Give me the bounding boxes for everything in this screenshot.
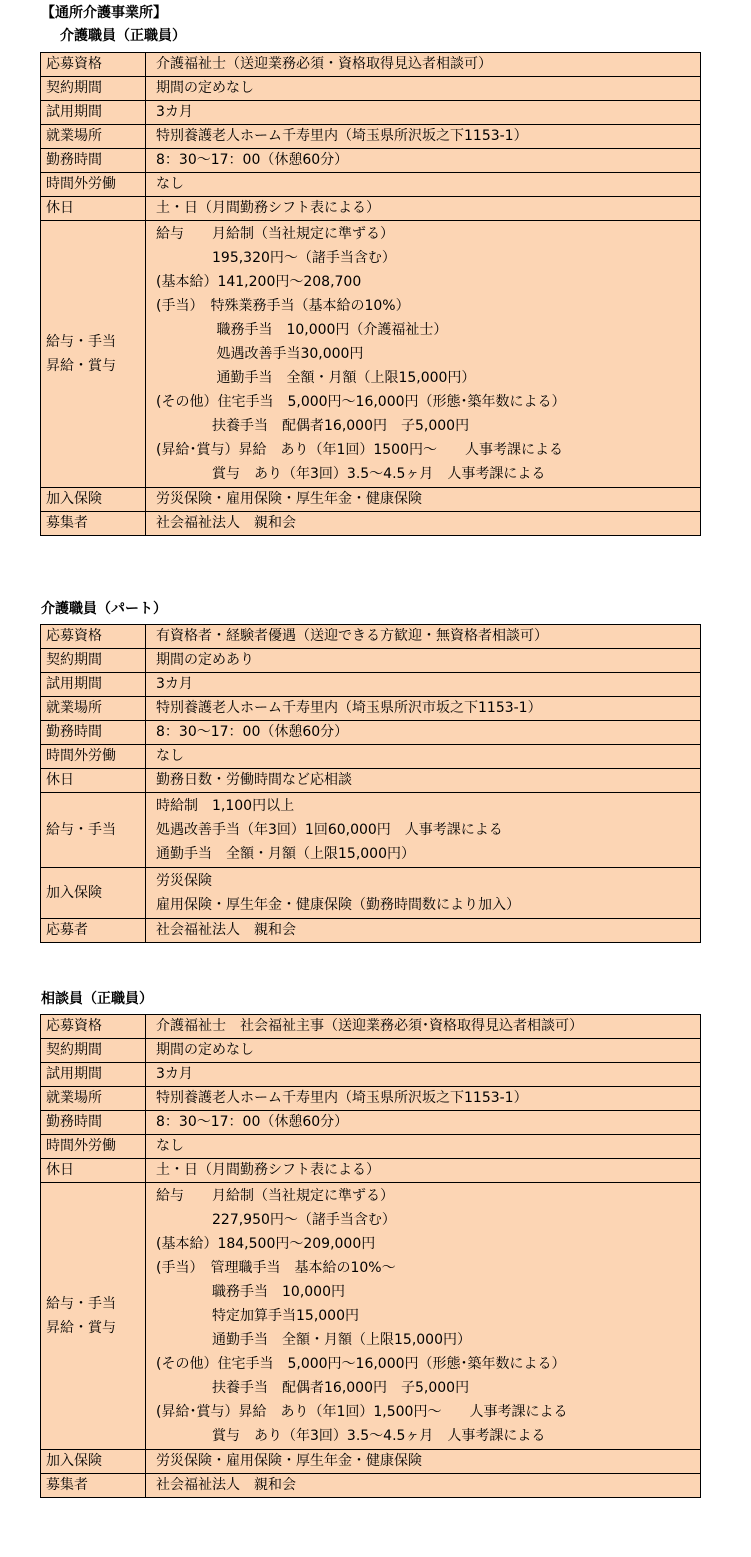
row-value: 8：30～17：00（休憩60分） (146, 1111, 701, 1135)
section-heading-counselor-fulltime: 相談員（正職員） (41, 991, 153, 1007)
row-label: 応募資格 (41, 625, 146, 649)
row-value: 労災保険・雇用保険・厚生年金・健康保険 (146, 488, 701, 512)
table-row (41, 769, 701, 793)
row-label (41, 221, 146, 488)
row-value: 社会福祉法人 親和会 (146, 919, 701, 943)
job-table-care-staff-fulltime (40, 52, 701, 536)
row-label: 試用期間 (41, 101, 146, 125)
pay-line: 処遇改善手当（年3回）1回60,000円 人事考課による (156, 822, 503, 838)
pay-line: (その他）住宅手当 5,000円～16,000円（形態･築年数による） (156, 1356, 566, 1372)
table-row (41, 1087, 701, 1111)
pay-line: 扶養手当 配偶者16,000円 子5,000円 (156, 1380, 470, 1396)
row-value: 特別養護老人ホーム千寿里内（埼玉県所沢坂之下1153-1） (146, 125, 701, 149)
row-label: 契約期間 (41, 1039, 146, 1063)
row-value: なし (146, 745, 701, 769)
table-row (41, 1063, 701, 1087)
row-label: 勤務時間 (41, 149, 146, 173)
pay-line: 賞与 あり（年3回）3.5～4.5ヶ月 人事考課による (156, 1428, 546, 1444)
row-value: 3カ月 (146, 673, 701, 697)
row-label: 勤務時間 (41, 1111, 146, 1135)
table-row (41, 697, 701, 721)
job-table-counselor-fulltime (40, 1014, 701, 1498)
table-row (41, 1159, 701, 1183)
table-row (41, 512, 701, 536)
pay-line: 227,950円～（諸手当含む） (156, 1212, 396, 1228)
row-label: 試用期間 (41, 1063, 146, 1087)
row-label: 時間外労働 (41, 1135, 146, 1159)
row-value: 期間の定めあり (146, 649, 701, 673)
pay-line: (手当） 管理職手当 基本給の10%～ (156, 1260, 396, 1276)
row-value: 社会福祉法人 親和会 (146, 512, 701, 536)
row-label: 勤務時間 (41, 721, 146, 745)
table-row (41, 101, 701, 125)
row-value (146, 221, 701, 488)
row-label: 契約期間 (41, 77, 146, 101)
row-value: 8：30～17：00（休憩60分） (146, 721, 701, 745)
row-value: 有資格者・経験者優遇（送迎できる方歓迎・無資格者相談可） (146, 625, 701, 649)
table-row (41, 1015, 701, 1039)
pay-line: 時給制 1,100円以上 (156, 798, 295, 814)
table-row (41, 197, 701, 221)
row-value: 勤務日数・労働時間など応相談 (146, 769, 701, 793)
row-value: 3カ月 (146, 101, 701, 125)
pay-line: 給与 月給制（当社規定に準ずる） (156, 226, 394, 242)
pay-line: (手当） 特殊業務手当（基本給の10%） (156, 298, 410, 314)
pay-line: (基本給）184,500円～209,000円 (156, 1236, 376, 1252)
row-label-line: 給与・手当 (46, 334, 116, 350)
row-value: 特別養護老人ホーム千寿里内（埼玉県所沢市坂之下1153-1） (146, 697, 701, 721)
page-title: 【通所介護事業所】 (41, 5, 167, 21)
row-label: 加入保険 (41, 488, 146, 512)
table-row (41, 1135, 701, 1159)
row-value: 3カ月 (146, 1063, 701, 1087)
row-value: 8：30～17：00（休憩60分） (146, 149, 701, 173)
pay-line: 処遇改善手当30,000円 (156, 346, 364, 362)
row-label (41, 868, 146, 919)
pay-line: 職務手当 10,000円 (156, 1284, 345, 1300)
row-value: なし (146, 173, 701, 197)
row-label: 契約期間 (41, 649, 146, 673)
table-row (41, 1450, 701, 1474)
section-heading-care-staff-parttime: 介護職員（パート） (41, 601, 167, 617)
table-row (41, 919, 701, 943)
pay-line: (その他）住宅手当 5,000円～16,000円（形態･築年数による） (156, 394, 566, 410)
row-label: 試用期間 (41, 673, 146, 697)
table-row (41, 868, 701, 919)
pay-line: 特定加算手当15,000円 (156, 1308, 359, 1324)
row-value: 社会福祉法人 親和会 (146, 1474, 701, 1498)
row-value: 土・日（月間勤務シフト表による） (146, 1159, 701, 1183)
pay-line: (昇給･賞与）昇給 あり（年1回）1500円～ 人事考課による (156, 442, 563, 458)
table-row (41, 149, 701, 173)
table-row (41, 1474, 701, 1498)
row-label: 休日 (41, 1159, 146, 1183)
row-label: 募集者 (41, 512, 146, 536)
row-value (146, 793, 701, 868)
row-label-line: 給与・手当 (46, 1296, 116, 1312)
pay-line: (基本給）141,200円～208,700 (156, 274, 362, 290)
pay-line: 労災保険 (156, 873, 212, 889)
row-label: 募集者 (41, 1474, 146, 1498)
row-label-line: 加入保険 (46, 885, 102, 901)
section-heading-care-staff-fulltime: 介護職員（正職員） (60, 28, 186, 44)
pay-line: 賞与 あり（年3回）3.5～4.5ヶ月 人事考課による (156, 466, 546, 482)
row-label: 応募資格 (41, 53, 146, 77)
row-label (41, 1183, 146, 1450)
row-label-line: 昇給・賞与 (46, 358, 116, 374)
pay-line: 195,320円～（諸手当含む） (156, 250, 396, 266)
row-label: 応募者 (41, 919, 146, 943)
row-value: 土・日（月間勤務シフト表による） (146, 197, 701, 221)
row-label: 時間外労働 (41, 745, 146, 769)
row-value: なし (146, 1135, 701, 1159)
row-label: 時間外労働 (41, 173, 146, 197)
row-value: 介護福祉士（送迎業務必須・資格取得見込者相談可） (146, 53, 701, 77)
row-label: 休日 (41, 769, 146, 793)
table-row (41, 1183, 701, 1450)
pay-line: 通勤手当 全額・月額（上限15,000円） (156, 1332, 471, 1348)
row-label: 就業場所 (41, 1087, 146, 1111)
row-label: 応募資格 (41, 1015, 146, 1039)
table-row (41, 53, 701, 77)
table-row (41, 1039, 701, 1063)
table-row (41, 649, 701, 673)
row-value (146, 1183, 701, 1450)
row-label (41, 793, 146, 868)
pay-line: 給与 月給制（当社規定に準ずる） (156, 1188, 394, 1204)
row-label: 休日 (41, 197, 146, 221)
table-row (41, 488, 701, 512)
row-label-line: 昇給・賞与 (46, 1320, 116, 1336)
table-row (41, 1111, 701, 1135)
table-row (41, 793, 701, 868)
pay-line: (昇給･賞与）昇給 あり（年1回）1,500円～ 人事考課による (156, 1404, 568, 1420)
pay-line: 扶養手当 配偶者16,000円 子5,000円 (156, 418, 470, 434)
table-row (41, 221, 701, 488)
row-label-line: 給与・手当 (46, 822, 116, 838)
row-label: 就業場所 (41, 125, 146, 149)
pay-line: 雇用保険・厚生年金・健康保険（勤務時間数により加入） (156, 897, 520, 913)
table-row (41, 173, 701, 197)
row-value: 期間の定めなし (146, 77, 701, 101)
row-value: 介護福祉士 社会福祉主事（送迎業務必須･資格取得見込者相談可） (146, 1015, 701, 1039)
table-row (41, 745, 701, 769)
table-row (41, 673, 701, 697)
pay-line: 通勤手当 全額・月額（上限15,000円） (156, 370, 476, 386)
pay-line: 職務手当 10,000円（介護福祉士） (156, 322, 448, 338)
table-row (41, 625, 701, 649)
row-value: 期間の定めなし (146, 1039, 701, 1063)
row-value: 特別養護老人ホーム千寿里内（埼玉県所沢坂之下1153-1） (146, 1087, 701, 1111)
table-row (41, 721, 701, 745)
job-table-care-staff-parttime (40, 624, 701, 943)
table-row (41, 77, 701, 101)
pay-line: 通勤手当 全額・月額（上限15,000円） (156, 846, 415, 862)
row-value (146, 868, 701, 919)
table-row (41, 125, 701, 149)
row-label: 就業場所 (41, 697, 146, 721)
row-label: 加入保険 (41, 1450, 146, 1474)
row-value: 労災保険・雇用保険・厚生年金・健康保険 (146, 1450, 701, 1474)
